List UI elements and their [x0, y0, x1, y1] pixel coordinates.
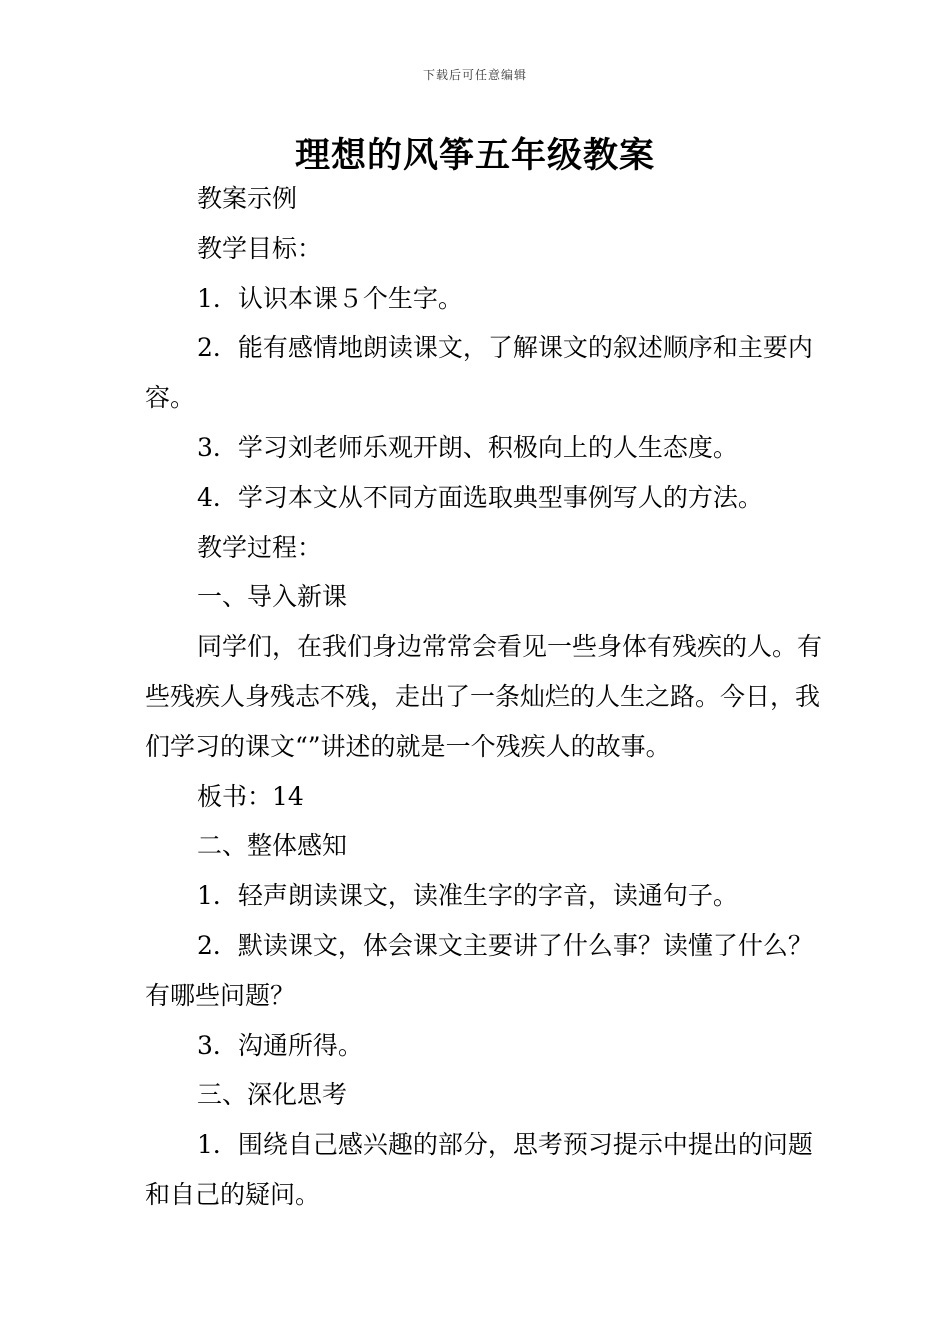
- paragraph-section-1-heading: 一、导入新课: [197, 582, 348, 612]
- paragraph-intro-text: 同学们，在我们身边常常会看见一些身体有残疾的人。有些残疾人身残志不残，走出了一条灿烂的人生之路。今日，我们学习的课文“”讲述的就是一个残疾人的故事。: [145, 632, 823, 761]
- paragraph-section-label: 教案示例: [197, 184, 298, 213]
- document-body: [145, 174, 835, 1220]
- paragraph-section-2-heading: 二、整体感知: [197, 831, 348, 861]
- paragraph-goal-3: 3．学习刘老师乐观开朗、积极向上的人生态度。: [197, 432, 738, 462]
- paragraph-board-note: 板书：14: [197, 781, 304, 811]
- paragraph-goal-2: 2．能有感情地朗读课文，了解课文的叙述顺序和主要内容。: [145, 333, 813, 413]
- paragraph-goal-1: 1．认识本课５个生字。: [197, 283, 463, 313]
- paragraph-goals-heading: 教学目标：: [197, 233, 323, 263]
- paragraph-step-2: 2．默读课文，体会课文主要讲了什么事？读懂了什么？有哪些问题？: [145, 930, 813, 1010]
- paragraph-goal-4: 4．学习本文从不同方面选取典型事例写人的方法。: [197, 482, 763, 512]
- paragraph-process-heading: 教学过程：: [197, 532, 323, 562]
- paragraph-deep-step-1: 1．围绕自己感兴趣的部分，思考预习提示中提出的问题和自己的疑问。: [145, 1130, 813, 1209]
- paragraph-section-3-heading: 三、深化思考: [197, 1080, 348, 1110]
- document-title: 理想的风筝五年级教案: [294, 136, 655, 176]
- paragraph-step-3: 3．沟通所得。: [197, 1030, 363, 1060]
- header-note: 下载后可任意编辑: [422, 68, 527, 82]
- paragraph-step-1: 1．轻声朗读课文，读准生字的字音，读通句子。: [197, 881, 738, 911]
